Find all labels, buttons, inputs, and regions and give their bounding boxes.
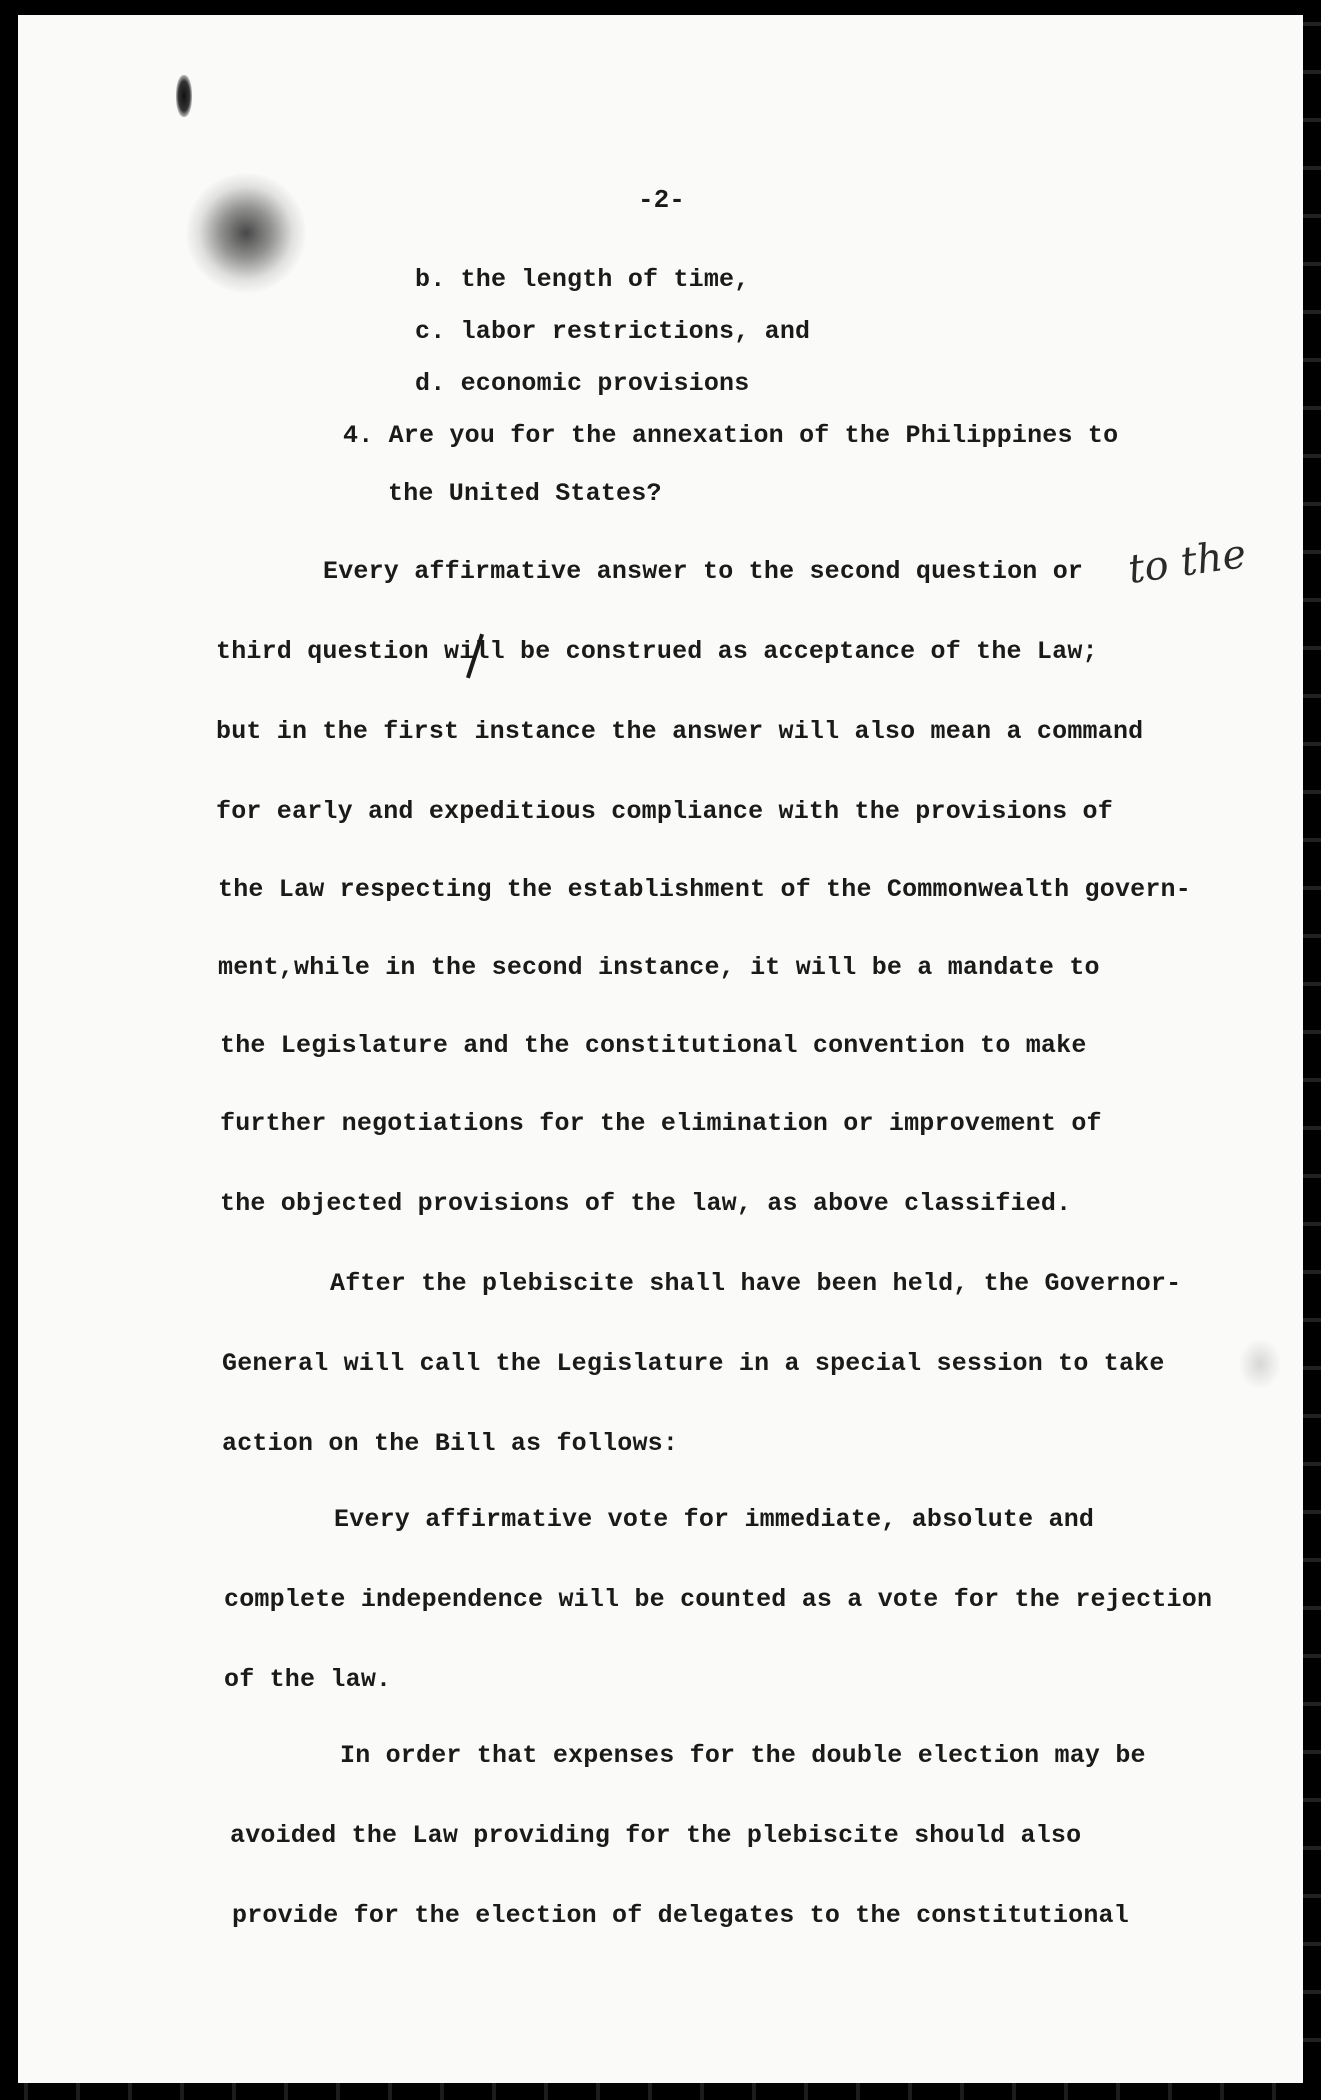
paragraph3-line2: complete independence will be counted as a vote for the rejection [224,1585,1213,1614]
paragraph4-line1: In order that expenses for the double election may be [340,1741,1146,1770]
faint-smudge [1240,1340,1280,1388]
page-number: -2- [638,185,685,215]
question-4-line2: the United States? [388,479,662,508]
document-page [18,15,1309,2083]
paragraph2-line1: After the plebiscite shall have been held, the Governor- [330,1269,1182,1298]
list-item-d: d. economic provisions [415,369,750,398]
ink-smudge [186,173,306,293]
list-item-c: c. labor restrictions, and [415,317,811,346]
paragraph1-line1: Every affirmative answer to the second question or [323,557,1084,586]
list-item-b: b. the length of time, [415,265,750,294]
paragraph1-line4: for early and expeditious compliance with the provisions of [216,797,1113,826]
paragraph1-line6: ment,while in the second instance, it will be a mandate to [218,953,1100,982]
question-4-line1: 4. Are you for the annexation of the Philippines to [343,421,1119,450]
paragraph3-line3: of the law. [224,1665,392,1694]
paragraph1-line2: third question will be construed as acceptance of the Law; [216,637,1098,666]
handwritten-insert: to the [1125,530,1250,594]
film-edge-right [1303,0,1321,2100]
paragraph1-line8: further negotiations for the elimination or improvement of [220,1109,1102,1138]
paragraph4-line2: avoided the Law providing for the plebiscite should also [230,1821,1082,1850]
paragraph1-line7: the Legislature and the constitutional convention to make [220,1031,1087,1060]
punch-mark [176,75,192,117]
paragraph2-line2: General will call the Legislature in a special session to take [222,1349,1165,1378]
paragraph1-line3: but in the first instance the answer will also mean a command [216,717,1144,746]
paragraph1-line9: the objected provisions of the law, as above classified. [220,1189,1072,1218]
paragraph2-line3: action on the Bill as follows: [222,1429,679,1458]
paragraph4-line3: provide for the election of delegates to the constitutional [232,1901,1129,1930]
film-edge-bottom [0,2083,1321,2100]
paragraph3-line1: Every affirmative vote for immediate, absolute and [334,1505,1095,1534]
paragraph1-line5: the Law respecting the establishment of the Commonwealth govern- [218,875,1191,904]
